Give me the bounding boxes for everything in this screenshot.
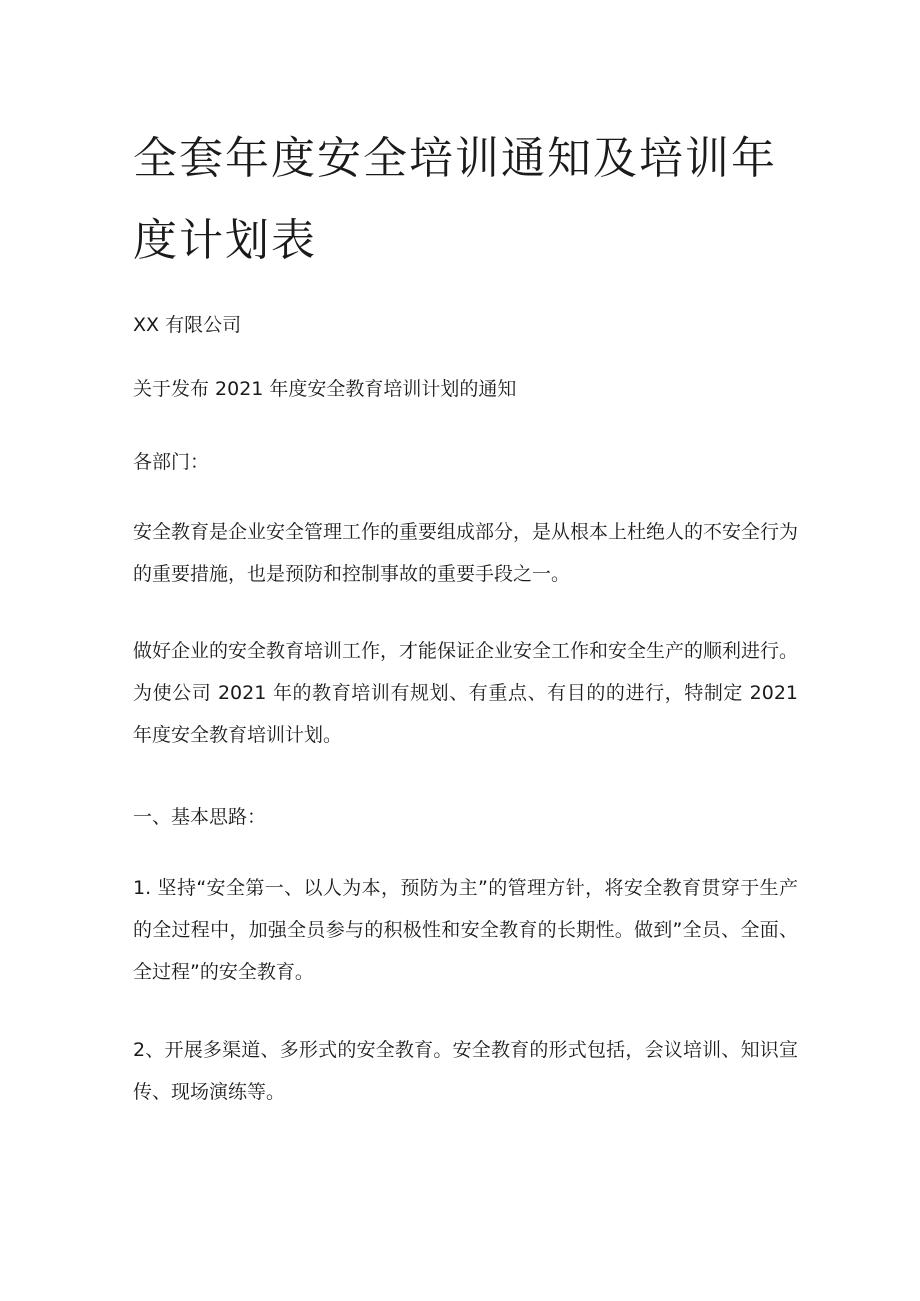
point-item: 1. 坚持“安全第一、以人为本，预防为主”的管理方针，将安全教育贯穿于生产的全过程中，加强全员参与的积极性和安全教育的长期性。做到”全员、全面、全过程”的安全教育。 [133,877,798,983]
company-name: XX 有限公司 [133,314,242,336]
document-title: 全套年度安全培训通知及培训年度计划表 [133,133,777,266]
notice-title: 关于发布 2021 年度安全教育培训计划的通知 [133,378,517,400]
point-item: 2、开展多渠道、多形式的安全教育。安全教育的形式包括，会议培训、知识宣传、现场演练等。 [133,1039,798,1103]
paragraph-purpose: 做好企业的安全教育培训工作，才能保证企业安全工作和安全生产的顺利进行。为使公司 2021 年的教育培训有规划、有重点、有目的的进行，特制定 2021 年度安全教育培训计划。 [133,640,799,746]
paragraph-intro: 安全教育是企业安全管理工作的重要组成部分，是从根本上杜绝人的不安全行为的重要措施，也是预防和控制事故的重要手段之一。 [133,521,799,585]
section-heading: 一、基本思路： [133,806,267,828]
salutation: 各部门： [133,451,210,473]
